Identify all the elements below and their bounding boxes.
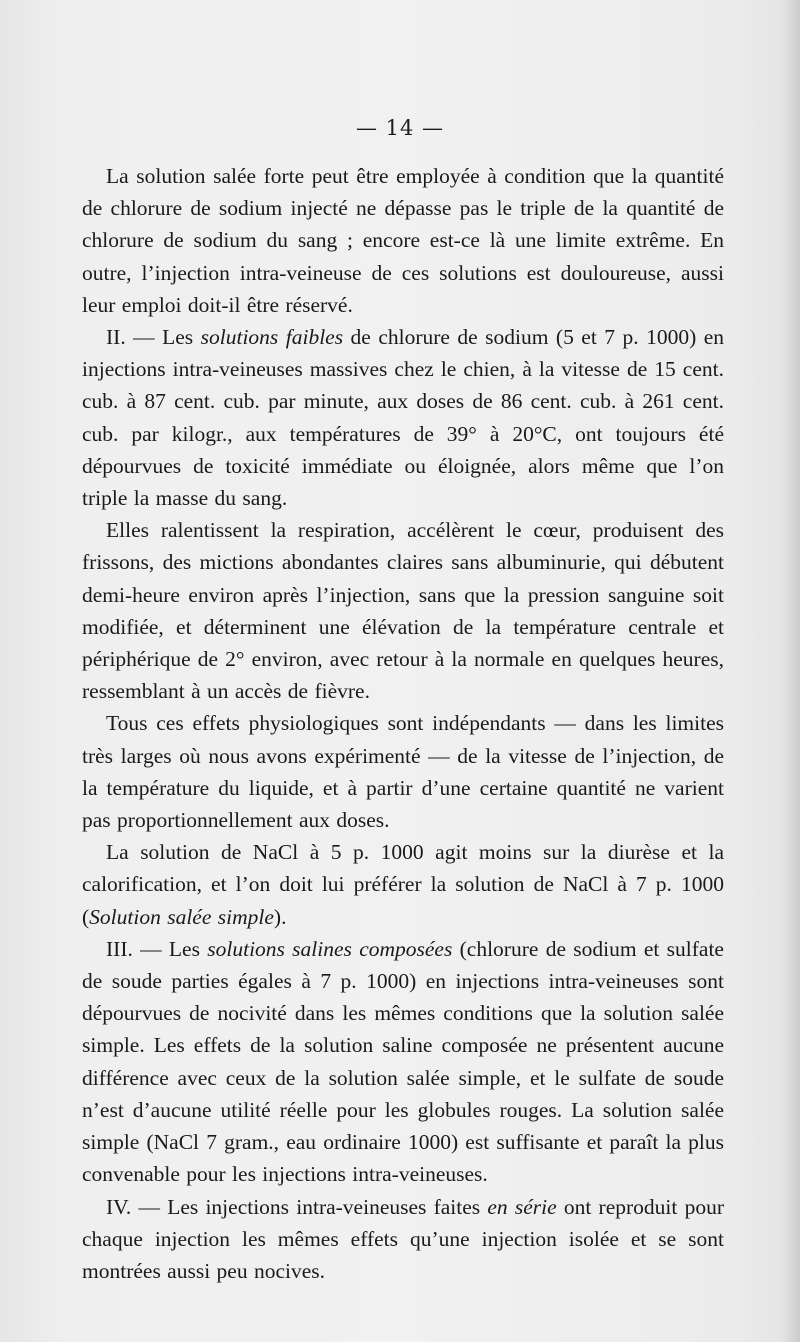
- italic-text-run: Solution salée simple: [89, 904, 274, 929]
- text-run: Tous ces effets physiologiques sont indépendants — dans les limites très larges où nous avons expérimenté — de la vitesse de l’injection, de la température du liquide, et à partir d’une certaine quantité ne varient pas proportionnellement aux doses.: [82, 711, 724, 833]
- italic-text-run: solutions salines composées: [207, 936, 453, 961]
- page-number: — 14 —: [355, 116, 445, 140]
- text-run: ).: [273, 904, 287, 929]
- text-run: IV. — Les injections intra-veineuses faites: [106, 1194, 488, 1219]
- paragraph: [82, 836, 724, 933]
- text-run: La solution de NaCl à 5 p. 1000 agit moins sur la diurèse et la calorification, et l’on doit lui préférer la solution de NaCl à 7 p. 1000 (: [82, 840, 724, 929]
- text-run: ont reproduit pour chaque injection les mêmes effets qu’une injection isolée et se sont montrées aussi peu nocives.: [82, 1194, 724, 1283]
- paragraph: [82, 160, 724, 321]
- text-run: La solution salée forte peut être employée à condition que la quantité de chlorure de sodium injecté ne dépasse pas le triple de la quantité de chlorure de sodium du sang ; encore est-ce là une limite extrême. En outre, l’injection intra-veineuse de ces solutions est douloureuse, aussi leur emploi doit-il être réservé.: [82, 164, 724, 317]
- text-run: Elles ralentissent la respiration, accélèrent le cœur, produisent des frissons, des mictions abondantes claires sans albuminurie, qui débutent demi-heure environ après l’injection, sans que la pression sanguine soit modifiée, et déterminent une élévation de la température centrale et périphérique de 2° environ, avec retour à la normale en quelques heures, ressemblant à un accès de fièvre.: [82, 518, 724, 704]
- paragraph: [82, 1191, 724, 1288]
- paragraph: [82, 933, 724, 1191]
- page-edge-shadow: [782, 0, 800, 1342]
- italic-text-run: en série: [487, 1194, 557, 1219]
- text-run: II. — Les: [106, 325, 201, 350]
- text-run: de chlorure de sodium (5 et 7 p. 1000) en injections intra-veineuses massives chez le chien, à la vitesse de 15 cent. cub. à 87 cent. cub. par minute, aux doses de 86 cent. cub. à 261 cent. cub. par kilogr., aux températures de 39° à 20°C, ont toujours été dépourvues de toxicité immédiate ou éloignée, alors même que l’on triple la masse du sang.: [82, 325, 725, 511]
- text-run: III. — Les: [106, 936, 208, 961]
- paragraph: [82, 707, 724, 836]
- paragraph: [82, 514, 724, 707]
- body-text: [82, 160, 724, 1287]
- paragraph: [82, 321, 724, 514]
- text-run: (chlorure de sodium et sulfate de soude parties égales à 7 p. 1000) en injections intra-veineuses sont dépourvues de nocivité dans les mêmes conditions que la solution salée simple. Les effets de la solution saline composée ne présentent aucune différence avec ceux de la solution salée simple, et le sulfate de soude n’est d’aucune utilité réelle pour les globules rouges. La solution salée simple (NaCl 7 gram., eau ordinaire 1000) est suffisante et paraît la plus convenable pour les injections intra-veineuses.: [82, 936, 724, 1187]
- italic-text-run: solutions faibles: [200, 325, 344, 350]
